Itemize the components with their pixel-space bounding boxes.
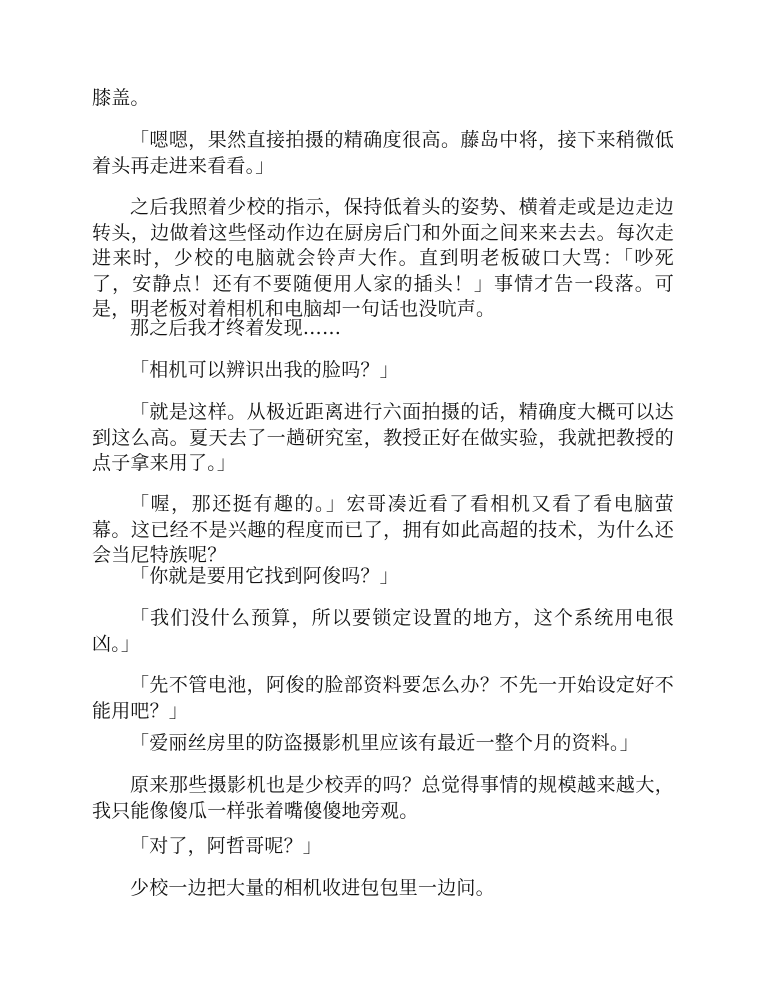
paragraph-11: 「爱丽丝房里的防盗摄影机里应该有最近一整个月的资料。」 [130, 732, 639, 754]
paragraph-9: 「我们没什么预算，所以要锁定设置的地方，这个系统用电很凶。」 [92, 607, 674, 655]
paragraph-8: 「你就是要用它找到阿俊吗？」 [130, 565, 399, 587]
paragraph-2: 「嗯嗯，果然直接拍摄的精确度很高。藤岛中将，接下来稍微低着头再走进来看看。」 [92, 129, 674, 177]
paragraph-12: 原来那些摄影机也是少校弄的吗？总觉得事情的规模越来越大，我只能像傻瓜一样张着嘴傻傻地旁观。 [92, 774, 674, 822]
paragraph-10: 「先不管电池，阿俊的脸部资料要怎么办？不先一开始设定好不能用吧？」 [92, 674, 674, 722]
paragraph-7: 「喔，那还挺有趣的。」宏哥凑近看了看相机又看了看电脑萤幕。这已经不是兴趣的程度而已了，拥有如此高超的技术，为什么还会当尼特族呢？ [92, 493, 674, 566]
paragraph-1: 膝盖。 [92, 87, 150, 109]
paragraph-5: 「相机可以辨识出我的脸吗？」 [130, 359, 399, 381]
paragraph-14: 少校一边把大量的相机收进包包里一边问。 [130, 877, 495, 899]
paragraph-4: 那之后我才终着发现…… [130, 317, 342, 339]
paragraph-13: 「对了，阿哲哥呢？」 [130, 835, 323, 857]
paragraph-6: 「就是这样。从极近距离进行六面拍摄的话，精确度大概可以达到这么高。夏天去了一趟研究室，教授正好在做实验，我就把教授的点子拿来用了。」 [92, 401, 674, 474]
paragraph-3: 之后我照着少校的指示，保持低着头的姿势、横着走或是边走边转头，边做着这些怪动作边在厨房后门和外面之间来来去去。每次走进来时，少校的电脑就会铃声大作。直到明老板破口大骂：「吵死了，安静点！还有不要随便用人家的插头！」事情才告一段落。可是，明老板对着相机和电脑却一句话也没吭声。 [92, 196, 674, 320]
